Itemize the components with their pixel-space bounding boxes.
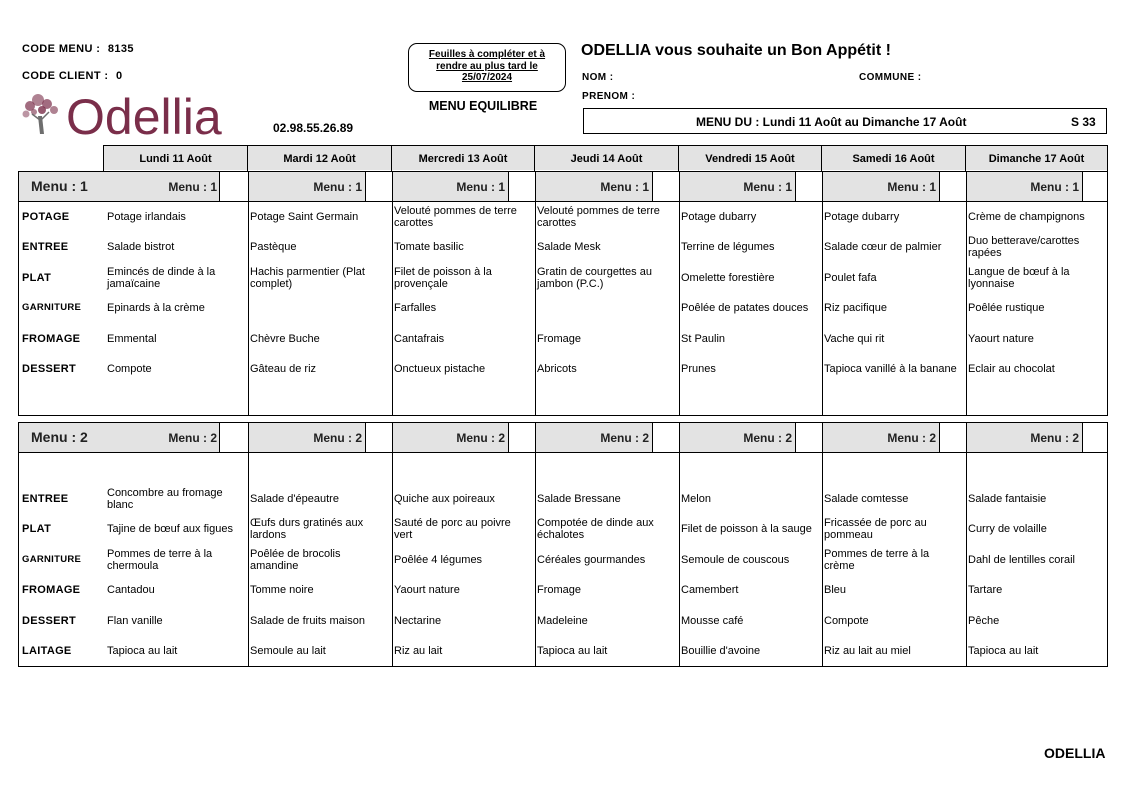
code-client-label: CODE CLIENT :	[22, 70, 109, 82]
code-client	[22, 70, 122, 82]
dish-cell: Compotée de dinde aux échalotes	[537, 516, 654, 541]
dish-cell: Velouté pommes de terre carottes	[537, 204, 660, 229]
dish-cell: Cantafrais	[394, 332, 445, 345]
menu-period-box	[583, 108, 1107, 134]
column-divider	[1082, 423, 1083, 452]
dish-cell: Curry de volaille	[968, 522, 1047, 535]
week-number: S 33	[1071, 115, 1096, 129]
dish-cell: Flan vanille	[107, 614, 163, 627]
category-label: ENTREE	[22, 241, 69, 253]
column-divider	[652, 423, 653, 452]
dish-cell: Nectarine	[394, 614, 442, 627]
dish-cell: Concombre au fromage blanc	[107, 486, 223, 511]
menu-column-label: Menu : 1	[168, 180, 217, 194]
column-divider	[795, 423, 796, 452]
dish-cell: Eclair au chocolat	[968, 362, 1055, 375]
day-header-bar	[103, 145, 1108, 170]
dish-cell: Semoule au lait	[250, 644, 326, 657]
dish-cell: Tartare	[968, 583, 1003, 596]
column-divider	[219, 172, 220, 201]
dish-cell: Bleu	[824, 583, 847, 596]
category-label: DESSERT	[22, 615, 77, 627]
dish-cell: Compote	[107, 362, 152, 375]
dish-cell: Bouillie d'avoine	[681, 644, 761, 657]
dish-cell: Tomme noire	[250, 583, 314, 596]
dish-cell: Tajine de bœuf aux figues	[107, 522, 233, 535]
dish-cell: Potage dubarry	[681, 210, 757, 223]
dish-cell: St Paulin	[681, 332, 726, 345]
category-label: PLAT	[22, 523, 52, 535]
dish-cell: Compote	[824, 614, 869, 627]
dish-cell: Riz au lait au miel	[824, 644, 911, 657]
column-divider	[652, 172, 653, 201]
column-divider	[508, 423, 509, 452]
dish-cell: Madeleine	[537, 614, 588, 627]
dish-cell: Poêlée de patates douces	[681, 301, 809, 314]
day-header: Lundi 11 Août	[103, 146, 247, 171]
dish-cell: Sauté de porc au poivre vert	[394, 516, 511, 541]
code-client-value: 0	[115, 70, 123, 82]
dish-cell: Poulet fafa	[824, 271, 877, 284]
dish-cell: Emmental	[107, 332, 157, 345]
deadline-line: rendre au plus tard le	[436, 60, 538, 72]
category-label: POTAGE	[22, 211, 70, 223]
category-label: LAITAGE	[22, 645, 72, 657]
column-divider	[795, 172, 796, 201]
dish-cell: Quiche aux poireaux	[394, 492, 495, 505]
day-header: Mercredi 13 Août	[391, 146, 534, 171]
dish-cell: Salade de fruits maison	[250, 614, 365, 627]
dish-cell: Hachis parmentier (Plat complet)	[250, 265, 365, 290]
row-divider	[19, 452, 1107, 453]
category-label: PLAT	[22, 272, 52, 284]
dish-cell: Onctueux pistache	[394, 362, 486, 375]
menu-column-label: Menu : 1	[456, 180, 505, 194]
menu-column-label: Menu : 2	[600, 431, 649, 445]
dish-cell: Potage irlandais	[107, 210, 186, 223]
column-divider	[966, 172, 967, 415]
dish-cell: Prunes	[681, 362, 716, 375]
category-label: ENTREE	[22, 493, 69, 505]
menu-period: MENU DU : Lundi 11 Août au Dimanche 17 Août	[696, 115, 967, 129]
category-label: GARNITURE	[22, 302, 82, 313]
prenom-label: PRENOM :	[582, 91, 636, 102]
menu-column-label: Menu : 1	[1030, 180, 1079, 194]
menu-1-block	[18, 171, 1108, 416]
column-divider	[535, 423, 536, 666]
dish-cell: Gâteau de riz	[250, 362, 317, 375]
dish-cell: Mousse café	[681, 614, 744, 627]
day-header: Dimanche 17 Août	[965, 146, 1108, 171]
dish-cell: Œufs durs gratinés aux lardons	[250, 516, 364, 541]
dish-cell: Tapioca au lait	[968, 644, 1039, 657]
column-divider	[508, 172, 509, 201]
dish-cell: Pêche	[968, 614, 1000, 627]
dish-cell: Yaourt nature	[968, 332, 1034, 345]
menu-column-label: Menu : 2	[456, 431, 505, 445]
category-label: FROMAGE	[22, 333, 81, 345]
dish-cell: Melon	[681, 492, 711, 505]
menu-title: Menu : 2	[31, 429, 88, 445]
dish-cell: Yaourt nature	[394, 583, 460, 596]
dish-cell: Semoule de couscous	[681, 553, 790, 566]
dish-cell: Potage Saint Germain	[250, 210, 359, 223]
dish-cell: Poêlée de brocolis amandine	[250, 547, 341, 572]
column-divider	[248, 423, 249, 666]
dish-cell: Emincés de dinde à la jamaïcaine	[107, 265, 216, 290]
dish-cell: Tapioca au lait	[537, 644, 608, 657]
dish-cell: Epinards à la crème	[107, 301, 205, 314]
column-divider	[966, 423, 967, 666]
menu-column-label: Menu : 1	[600, 180, 649, 194]
dish-cell: Poêlée 4 légumes	[394, 553, 483, 566]
dish-cell: Fromage	[537, 332, 582, 345]
dish-cell: Abricots	[537, 362, 577, 375]
dish-cell: Salade cœur de palmier	[824, 240, 942, 253]
column-divider	[392, 423, 393, 666]
dish-cell: Filet de poisson à la provençale	[394, 265, 492, 290]
odellia-logo	[18, 88, 253, 140]
column-divider	[248, 172, 249, 415]
dish-cell: Velouté pommes de terre carottes	[394, 204, 517, 229]
deadline-date: 25/07/2024	[461, 72, 513, 83]
dish-cell: Fromage	[537, 583, 582, 596]
column-divider	[679, 423, 680, 666]
day-header: Vendredi 15 Août	[678, 146, 821, 171]
dish-cell	[537, 293, 675, 323]
dish-cell: Potage dubarry	[824, 210, 900, 223]
column-divider	[1082, 172, 1083, 201]
nom-label: NOM :	[582, 72, 614, 83]
column-divider	[365, 172, 366, 201]
column-divider	[392, 172, 393, 415]
menu-type: MENU EQUILIBRE	[428, 99, 538, 113]
column-divider	[535, 172, 536, 415]
dish-cell: Cantadou	[107, 583, 155, 596]
dish-cell: Tomate basilic	[394, 240, 464, 253]
dish-cell: Gratin de courgettes au jambon (P.C.)	[537, 265, 652, 290]
category-label: GARNITURE	[22, 554, 82, 565]
dish-cell: Filet de poisson à la sauge	[681, 522, 812, 535]
dish-cell: Farfalles	[394, 301, 437, 314]
dish-cell: Riz pacifique	[824, 301, 887, 314]
column-divider	[822, 172, 823, 415]
dish-cell	[250, 293, 388, 323]
code-menu	[22, 43, 134, 55]
dish-cell: Terrine de légumes	[681, 240, 775, 253]
deadline-box	[408, 43, 566, 92]
dish-cell: Salade fantaisie	[968, 492, 1047, 505]
menu-column-label: Menu : 2	[168, 431, 217, 445]
deadline-line: Feuilles à compléter et à	[428, 49, 546, 60]
column-divider	[939, 172, 940, 201]
dish-cell: Salade comtesse	[824, 492, 909, 505]
day-header: Samedi 16 Août	[821, 146, 965, 171]
column-divider	[365, 423, 366, 452]
dish-cell: Pommes de terre à la crème	[824, 547, 930, 572]
dish-cell: Crème de champignons	[968, 210, 1085, 223]
column-divider	[822, 423, 823, 666]
menu-column-label: Menu : 2	[1030, 431, 1079, 445]
dish-cell: Salade bistrot	[107, 240, 175, 253]
greeting: ODELLIA vous souhaite un Bon Appétit !	[581, 42, 891, 59]
category-label: DESSERT	[22, 363, 77, 375]
dish-cell: Fricassée de porc au pommeau	[824, 516, 927, 541]
day-header: Mardi 12 Août	[247, 146, 391, 171]
dish-cell: Dahl de lentilles corail	[968, 553, 1075, 566]
dish-cell: Vache qui rit	[824, 332, 885, 345]
dish-cell: Salade d'épeautre	[250, 492, 339, 505]
menu-column-label: Menu : 1	[743, 180, 792, 194]
dish-cell: Poêlée rustique	[968, 301, 1045, 314]
column-divider	[939, 423, 940, 452]
phone: 02.98.55.26.89	[273, 121, 354, 135]
dish-cell: Camembert	[681, 583, 739, 596]
tree-icon	[23, 94, 59, 134]
logo-text: Odellia	[66, 89, 222, 140]
dish-cell: Salade Mesk	[537, 240, 601, 253]
code-menu-value: 8135	[107, 43, 134, 55]
dish-cell: Pommes de terre à la chermoula	[107, 547, 213, 572]
menu-column-label: Menu : 1	[887, 180, 936, 194]
column-divider	[219, 423, 220, 452]
menu-column-label: Menu : 1	[313, 180, 362, 194]
dish-cell: Riz au lait	[394, 644, 443, 657]
column-divider	[679, 172, 680, 415]
menu-column-label: Menu : 2	[743, 431, 792, 445]
category-label: FROMAGE	[22, 584, 81, 596]
dish-cell: Duo betterave/carottes rapées	[968, 234, 1080, 259]
dish-cell: Langue de bœuf à la lyonnaise	[968, 265, 1070, 290]
dish-cell: Salade Bressane	[537, 492, 621, 505]
day-header: Jeudi 14 Août	[534, 146, 678, 171]
dish-cell: Tapioca vanillé à la banane	[824, 362, 957, 375]
dish-cell: Chèvre Buche	[250, 332, 320, 345]
dish-cell: Omelette forestière	[681, 271, 775, 284]
footer-brand: ODELLIA	[1044, 745, 1106, 761]
dish-cell: Céréales gourmandes	[537, 553, 646, 566]
dish-cell: Pastèque	[250, 240, 297, 253]
menu-column-label: Menu : 2	[887, 431, 936, 445]
menu-2-block	[18, 422, 1108, 667]
code-menu-label: CODE MENU :	[22, 43, 101, 55]
commune-label: COMMUNE :	[859, 72, 922, 83]
dish-cell: Tapioca au lait	[107, 644, 178, 657]
menu-column-label: Menu : 2	[313, 431, 362, 445]
menu-title: Menu : 1	[31, 178, 88, 194]
